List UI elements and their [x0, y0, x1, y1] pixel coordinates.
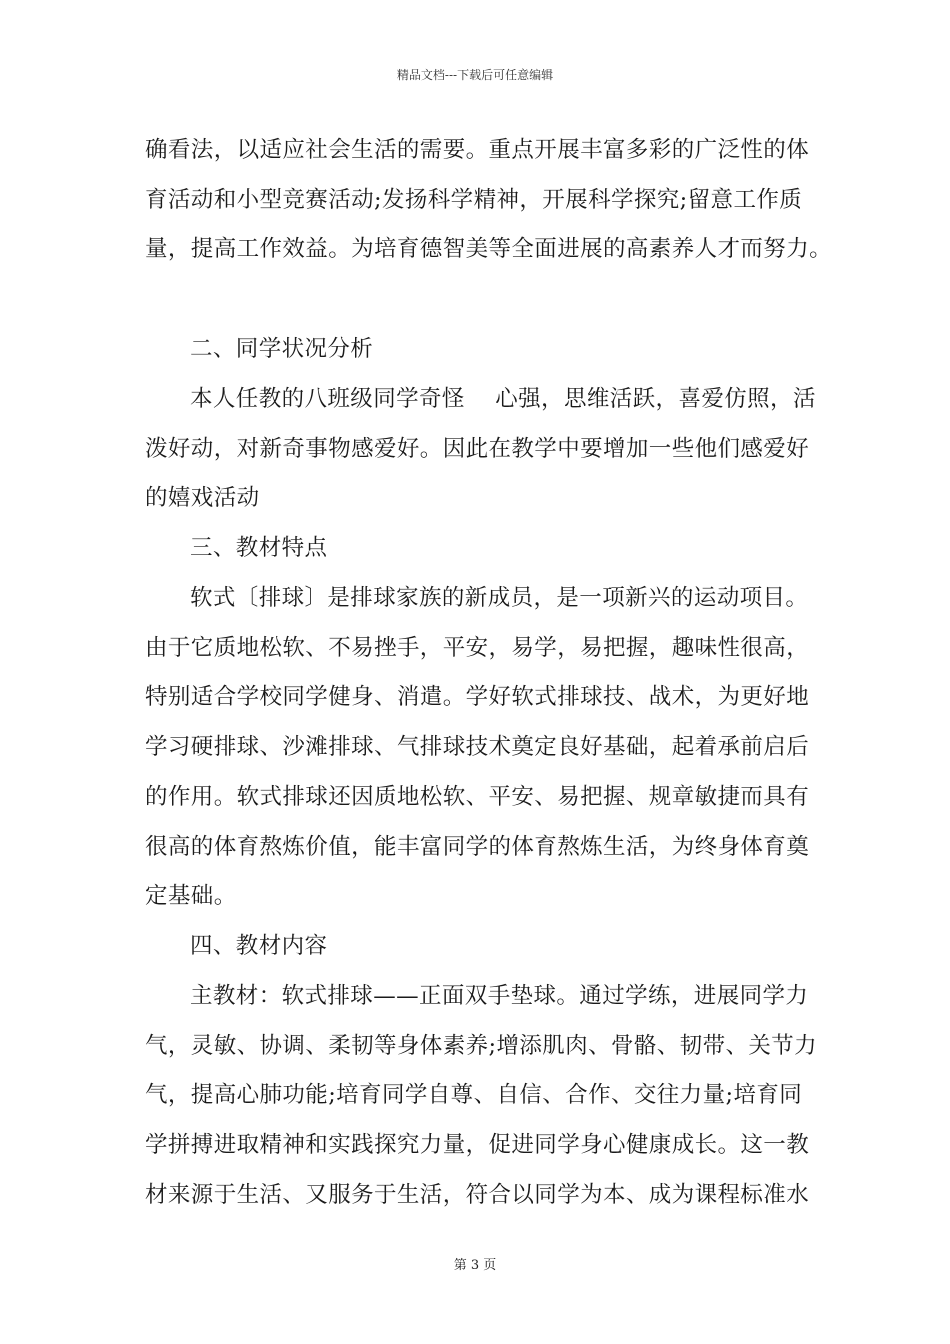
body-text-line: 的嬉戏活动	[145, 485, 260, 511]
body-text-line: 主教材：软式排球——正面双手垫球。通过学练，进展同学力	[190, 983, 809, 1009]
body-text-line: 特别适合学校同学健身、消遣。学好软式排球技、战术，为更好地	[145, 684, 810, 710]
section-heading: 二、同学状况分析	[190, 336, 374, 362]
page-header: 精品文档---下载后可任意编辑	[396, 68, 554, 82]
body-text-line: 气，灵敏、协调、柔韧等身体素养;增添肌肉、骨骼、韧带、关节力	[145, 1033, 818, 1059]
section-heading: 四、教材内容	[190, 933, 328, 959]
body-text-line: 本人任教的八班级同学奇怪 心强，思维活跃，喜爱仿照，活	[190, 386, 816, 412]
page-number: 第 3 页	[453, 1258, 497, 1273]
body-text-line: 由于它质地松软、不易挫手，平安，易学，易把握，趣味性很高，	[145, 635, 810, 661]
body-text-line: 软式〔排球〕是排球家族的新成员，是一项新兴的运动项目。	[190, 585, 809, 611]
body-text-line: 确看法，以适应社会生活的需要。重点开展丰富多彩的广泛性的体	[145, 137, 810, 163]
section-heading: 三、教材特点	[190, 535, 328, 561]
body-text-line: 很高的体育熬炼价值，能丰富同学的体育熬炼生活，为终身体育奠	[145, 834, 810, 860]
body-text-line: 的作用。软式排球还因质地松软、平安、易把握、规章敏捷而具有	[145, 784, 810, 810]
body-text-line: 材来源于生活、又服务于生活，符合以同学为本、成为课程标准水	[145, 1182, 810, 1208]
body-text-line: 泼好动，对新奇事物感爱好。因此在教学中要增加一些他们感爱好	[145, 436, 810, 462]
body-text-line: 量，提高工作效益。为培育德智美等全面进展的高素养人才而努力。	[145, 236, 833, 262]
body-text-line: 学拼搏进取精神和实践探究力量，促进同学身心健康成长。这一教	[145, 1132, 810, 1158]
body-text-line: 学习硬排球、沙滩排球、气排球技术奠定良好基础，起着承前启后	[145, 734, 810, 760]
body-text-line: 气，提高心肺功能;培育同学自尊、自信、合作、交往力量;培育同	[145, 1082, 803, 1108]
body-text-line: 育活动和小型竞赛活动;发扬科学精神，开展科学探究;留意工作质	[145, 187, 803, 213]
body-text-line: 定基础。	[145, 883, 237, 909]
